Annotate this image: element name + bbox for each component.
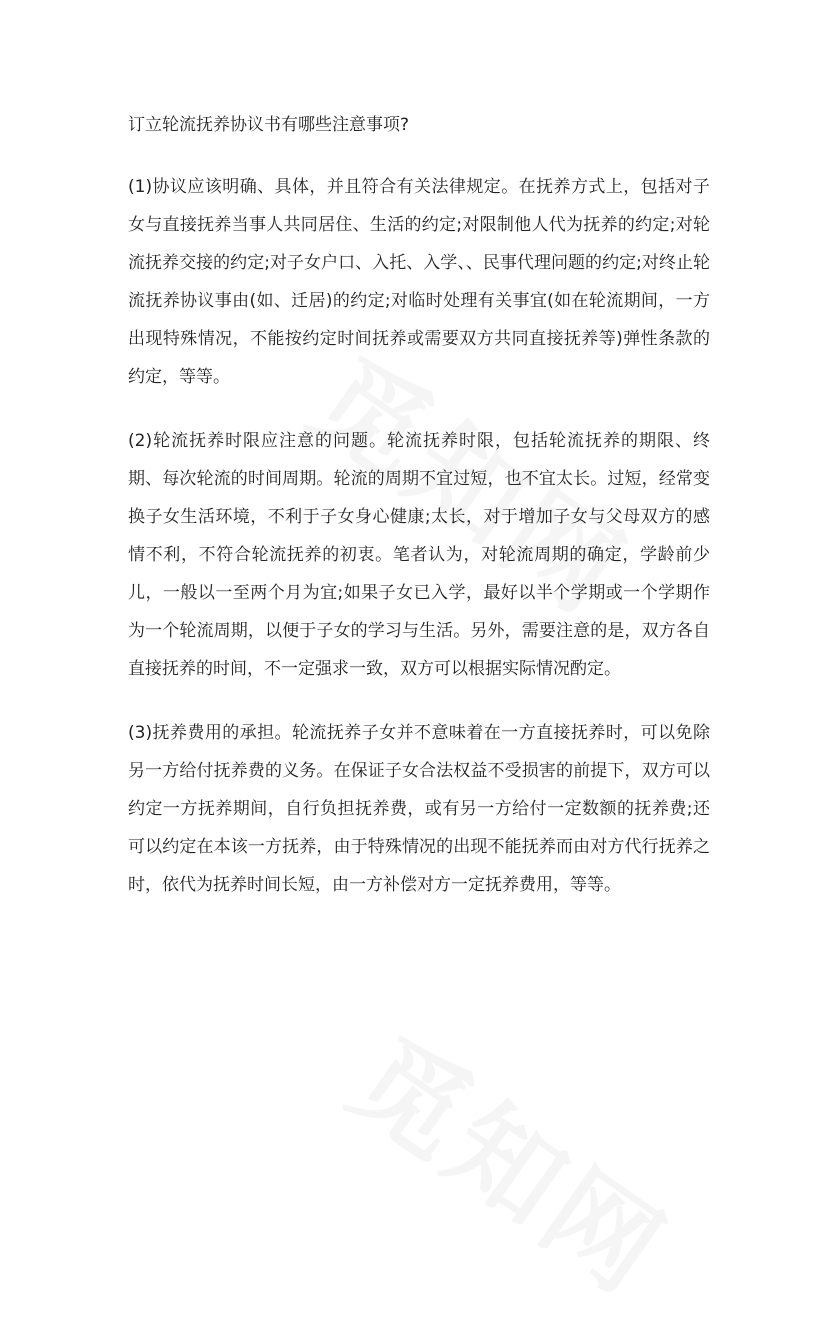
paragraph-3: (3)抚养费用的承担。轮流抚养子女并不意味着在一方直接抚养时，可以免除另一方给付抚养费的义务。在保证子女合法权益不受损害的前提下，双方可以约定一方抚养期间，自行负担抚养费，或有另一方给付一定数额的抚养费;还可以约定在本该一方抚养，由于特殊情况的出现不能抚养而由对方代行抚养之时，依代为抚养时间长短，由一方补偿对方一定抚养费用，等等。 xyxy=(128,723,710,895)
document-heading: 订立轮流抚养协议书有哪些注意事项? xyxy=(128,115,410,135)
paragraph-2: (2)轮流抚养时限应注意的问题。轮流抚养时限，包括轮流抚养的期限、终期、每次轮流的时间周期。轮流的周期不宜过短，也不宜太长。过短，经常变换子女生活环境，不利于子女身心健康;太长，对于增加子女与父母双方的感情不利，不符合轮流抚养的初衷。笔者认为，对轮流周期的确定，学龄前少儿，一般以一至两个月为宜;如果子女已入学，最好以半个学期或一个学期作为一个轮流周期，以便于子女的学习与生活。另外，需要注意的是，双方各自直接抚养的时间，不一定强求一致，双方可以根据实际情况酌定。 xyxy=(128,431,710,679)
paragraph-1: (1)协议应该明确、具体，并且符合有关法律规定。在抚养方式上，包括对子女与直接抚养当事人共同居住、生活的约定;对限制他人代为抚养的约定;对轮流抚养交接的约定;对子女户口、入托、入学、、民事代理问题的约定;对终止轮流抚养协议事由(如、迁居)的约定;对临时处理有关事宜(如在轮流期间，一方出现特殊情况，不能按约定时间抚养或需要双方共同直接抚养等)弹性条款的约定，等等。 xyxy=(128,177,710,387)
document-body xyxy=(128,108,710,930)
watermark-bottom xyxy=(326,994,702,1323)
